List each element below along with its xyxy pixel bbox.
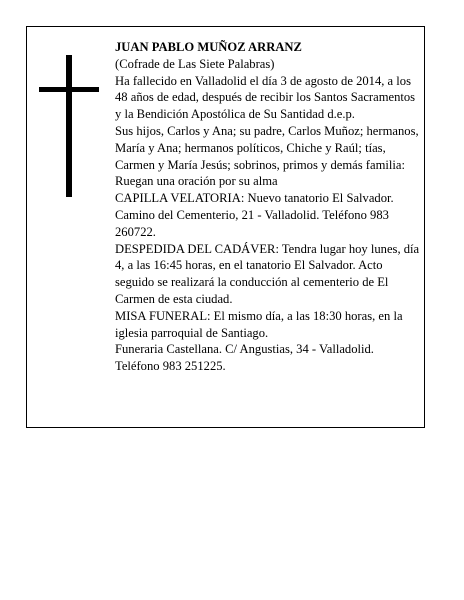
- family-list: Sus hijos, Carlos y Ana; su padre, Carlos Muñoz; hermanos, María y Ana; hermanos políticos, Chiche y Raúl; tías, Carmen y María Jesús; sobrinos, primos y demás familia:: [115, 123, 419, 172]
- prayer-request: Ruegan una oración por su alma: [115, 174, 278, 189]
- death-announcement: Ha fallecido en Valladolid el día 3 de agosto de 2014, a los 48 años de edad, después de recibir los Santos Sacramentos y la Bendición Apostólica de Su Santidad d.e.p.: [115, 73, 416, 122]
- cross-vertical-bar: [66, 55, 72, 197]
- obituary-notice: [26, 26, 425, 428]
- cross-horizontal-bar: [39, 87, 99, 92]
- deceased-name: JUAN PABLO MUÑOZ ARRANZ: [115, 40, 302, 54]
- obituary-text: [115, 39, 421, 375]
- funeral-home-info: Funeraria Castellana. C/ Angustias, 34 - Valladolid. Teléfono 983 251225.: [115, 342, 374, 374]
- affiliation-line: (Cofrade de Las Siete Palabras): [115, 56, 275, 71]
- funeral-mass-info: MISA FUNERAL: El mismo día, a las 18:30 horas, en la iglesia parroquial de Santiago.: [115, 308, 403, 340]
- farewell-info: DESPEDIDA DEL CADÁVER: Tendra lugar hoy lunes, día 4, a las 16:45 horas, en el tanatorio El Salvador. Acto seguido se realizará la conducción al cementerio de El Carmen de esta ciudad.: [115, 241, 420, 306]
- latin-cross-icon: [39, 55, 99, 197]
- wake-chapel-info: CAPILLA VELATORIA: Nuevo tanatorio El Salvador. Camino del Cementerio, 21 - Valladolid. Teléfono 983 260722.: [115, 191, 394, 239]
